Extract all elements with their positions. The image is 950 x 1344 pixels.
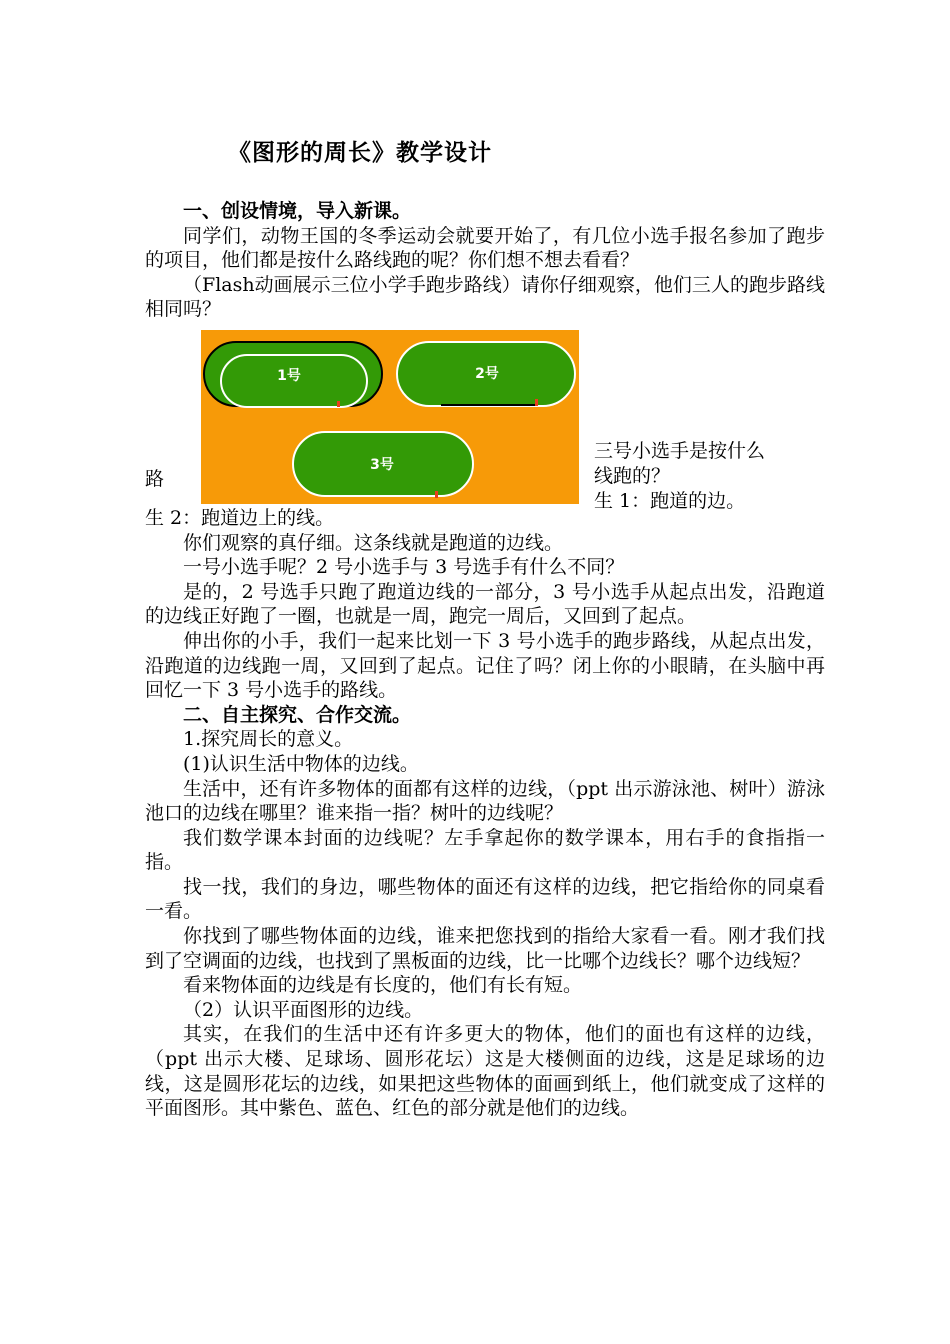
running-tracks-image: [201, 330, 579, 504]
track-3: [293, 432, 473, 498]
subheading: （2）认识平面图形的边线。: [183, 998, 424, 1021]
subheading: (1)认识生活中物体的边线。: [183, 752, 419, 775]
figure-right-line: 生 1：跑道的边。: [594, 489, 746, 512]
paragraph: 其实，在我们的生活中还有许多更大的物体，他们的面也有这样的边线，（ppt 出示大楼、足球场、圆形花坛）这是大楼侧面的边线，这是足球场的边线，这是圆形花坛的边线，如果把这些物体的面画到纸上，他们就变成了这样的平面图形。其中紫色、蓝色、红色的部分就是他们的边线。: [145, 1023, 825, 1120]
track-2-marker: [535, 399, 538, 406]
paragraph: （Flash动画展示三位小学手跑步路线）请你仔细观察，他们三人的跑步路线相同吗？: [145, 273, 825, 321]
paragraph: 你找到了哪些物体面的边线，谁来把您找到的指给大家看一看。刚才我们找到了空调面的边线，也找到了黑板面的边线，比一比哪个边线长？哪个边线短？: [145, 925, 825, 972]
track-1: [204, 342, 382, 407]
figure-right-line: 线跑的？: [594, 464, 671, 487]
paragraph: 找一找，我们的身边，哪些物体的面还有这样的边线，把它指给你的同桌看一看。: [145, 875, 825, 923]
section-heading-2: 二、自主探究、合作交流。: [183, 703, 412, 726]
track-3-start-marker: [435, 491, 438, 498]
paragraph: 生活中，还有许多物体的面都有这样的边线，（ppt 出示游泳池、树叶）游泳池口的边线在哪里？谁来指一指？树叶的边线呢？: [145, 777, 825, 825]
paragraph: 是的，2 号选手只跑了跑道边线的一部分，3 号小选手从起点出发，沿跑道的边线正好跑了一圈，也就是一周，跑完一周后，又回到了起点。: [145, 580, 825, 628]
paragraph: 伸出你的小手，我们一起来比划一下 3 号小选手的跑步路线，从起点出发，沿跑道的边线跑一周，又回到了起点。记住了吗？闭上你的小眼睛，在头脑中再回忆一下 3 号小选手的路线。: [145, 629, 825, 702]
paragraph: 生 2：跑道边上的线。: [145, 506, 335, 529]
section-heading-1: 一、创设情境，导入新课。: [183, 200, 412, 222]
track-figure-row: [145, 330, 825, 512]
figure-left-text: 路: [145, 467, 165, 490]
track-3-label: 3号: [370, 456, 394, 473]
track-1-label: 1号: [277, 367, 301, 384]
document-title: 《图形的周长》教学设计: [228, 140, 492, 166]
subheading: 1.探究周长的意义。: [183, 728, 354, 751]
paragraph: 一号小选手呢？2 号小选手与 3 号选手有什么不同？: [183, 556, 625, 579]
paragraph: 同学们，动物王国的冬季运动会就要开始了，有几位小选手报名参加了跑步的项目，他们都是按什么路线跑的呢？你们想不想去看看？: [145, 224, 825, 272]
paragraph: 我们数学课本封面的边线呢？左手拿起你的数学课本，用右手的食指指一指。: [145, 826, 825, 874]
track-1-start-marker: [337, 401, 340, 407]
paragraph: 你们观察的真仔细。这条线就是跑道的边线。: [183, 531, 564, 554]
figure-right-line: 三号小选手是按什么: [594, 439, 766, 462]
track-2-label: 2号: [475, 365, 499, 382]
document-body: [145, 199, 825, 1121]
figure-right-text: [594, 439, 814, 514]
paragraph: 看来物体面的边线是有长度的，他们有长有短。: [183, 974, 583, 997]
track-2: [397, 342, 575, 406]
